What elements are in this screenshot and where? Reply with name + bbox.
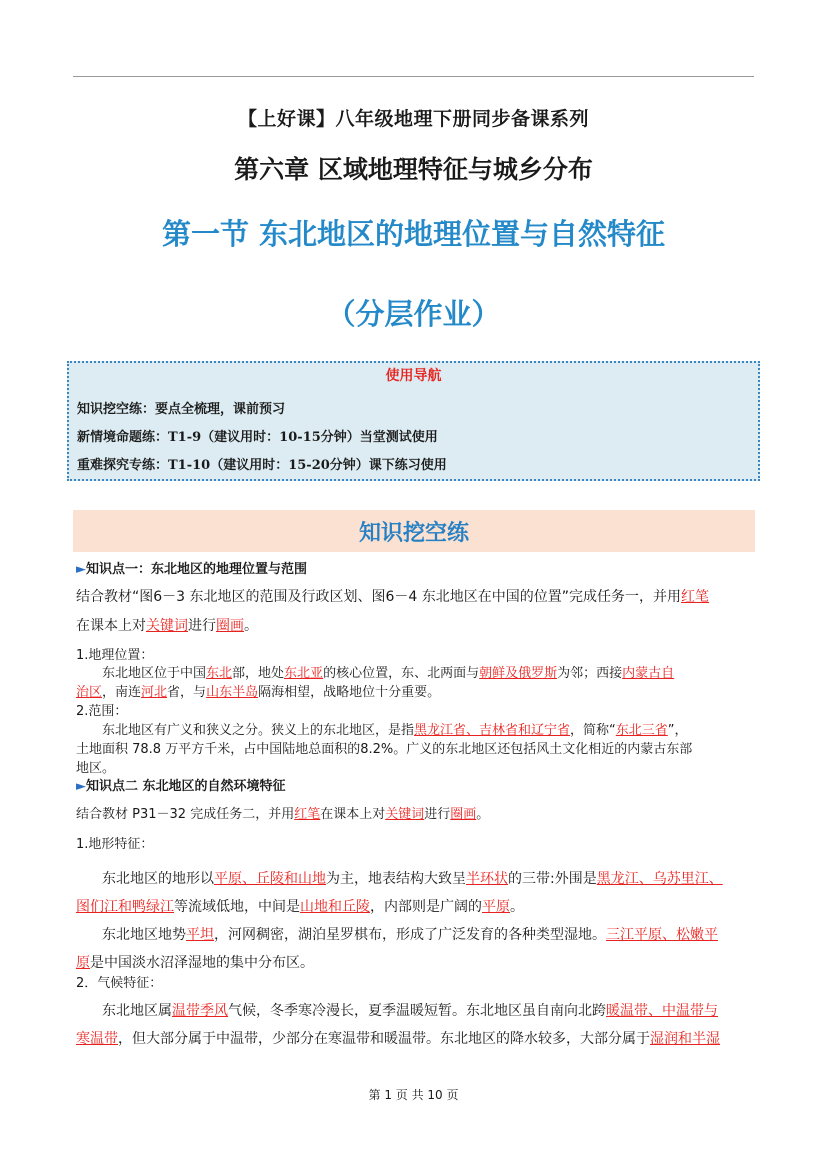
series-title: 【上好课】八年级地理下册同步备课系列 [237,108,589,130]
paragraph: 东北地区的地形以平原、丘陵和山地为主，地表结构大致呈半环状的三带:外围是黑龙江、乌苏里江、 [102,871,723,887]
usage-guide-title: 使用导航 [385,368,442,384]
subheading: 1.地形特征： [76,837,154,852]
header-rule [73,76,754,77]
subtitle: （分层作业） [326,297,501,331]
paragraph: 图们江和鸭绿江等流域低地，中间是山地和丘陵，内部则是广阔的平原。 [76,899,524,915]
instruction-text: 在课本上对关键词进行圈画。 [76,618,258,634]
paragraph: 东北地区属温带季风气候，冬季寒冷漫长，夏季温暖短暂。东北地区虽自南向北跨暖温带、中温带与 [102,1003,718,1019]
paragraph: 治区，南连河北省，与山东半岛隔海相望，战略地位十分重要。 [76,685,441,700]
usage-guide-line: 新情境命题练：T1-9（建议用时：10-15分钟）当堂测试使用 [77,430,438,445]
section-banner [73,510,755,552]
usage-guide-box [67,361,760,481]
usage-guide-line: 重难探究专练：T1-10（建议用时：15-20分钟）课下练习使用 [77,458,447,473]
knowledge-point-heading: ►知识点一：东北地区的地理位置与范围 [76,562,308,577]
paragraph: 东北地区有广义和狭义之分。狭义上的东北地区，是指黑龙江省、吉林省和辽宁省，简称“东北三省”， [102,723,688,738]
usage-guide-line: 知识挖空练：要点全梳理，课前预习 [77,402,286,417]
paragraph: 土地面积 78.8 万平方千米，占中国陆地总面积的8.2%。广义的东北地区还包括风土文化相近的内蒙古东部 [76,742,693,757]
subheading: 1.地理位置： [76,648,154,663]
subheading: 2.范围： [76,704,128,719]
paragraph: 原是中国淡水沼泽湿地的集中分布区。 [76,955,314,971]
chapter-title: 第六章 区域地理特征与城乡分布 [234,155,593,184]
page-footer: 第 1 页 共 10 页 [368,1088,459,1102]
subheading: 2．气候特征： [76,976,163,991]
paragraph: 东北地区位于中国东北部，地处东北亚的核心位置，东、北两面与朝鲜及俄罗斯为邻；西接内蒙古自 [102,666,675,681]
banner-title: 知识挖空练 [358,521,469,546]
instruction-text: 结合教材“图6－3 东北地区的范围及行政区划、图6－4 东北地区在中国的位置”完成任务一，并用红笔 [76,589,710,605]
instruction-text: 结合教材 P31－32 完成任务二，并用红笔在课本上对关键词进行圈画。 [76,807,490,822]
section-title: 第一节 东北地区的地理位置与自然特征 [161,217,666,251]
triangle-marker-icon: ► [76,779,86,794]
paragraph: 东北地区地势平坦，河网稠密，湖泊星罗棋布，形成了广泛发育的各种类型湿地。三江平原、松嫩平 [102,927,718,943]
paragraph: 寒温带，但大部分属于中温带，少部分在寒温带和暖温带。东北地区的降水较多，大部分属于湿润和半湿 [76,1031,720,1047]
triangle-marker-icon: ► [76,562,86,577]
knowledge-point-heading: ►知识点二 东北地区的自然环境特征 [76,779,286,794]
paragraph: 地区。 [76,761,116,776]
